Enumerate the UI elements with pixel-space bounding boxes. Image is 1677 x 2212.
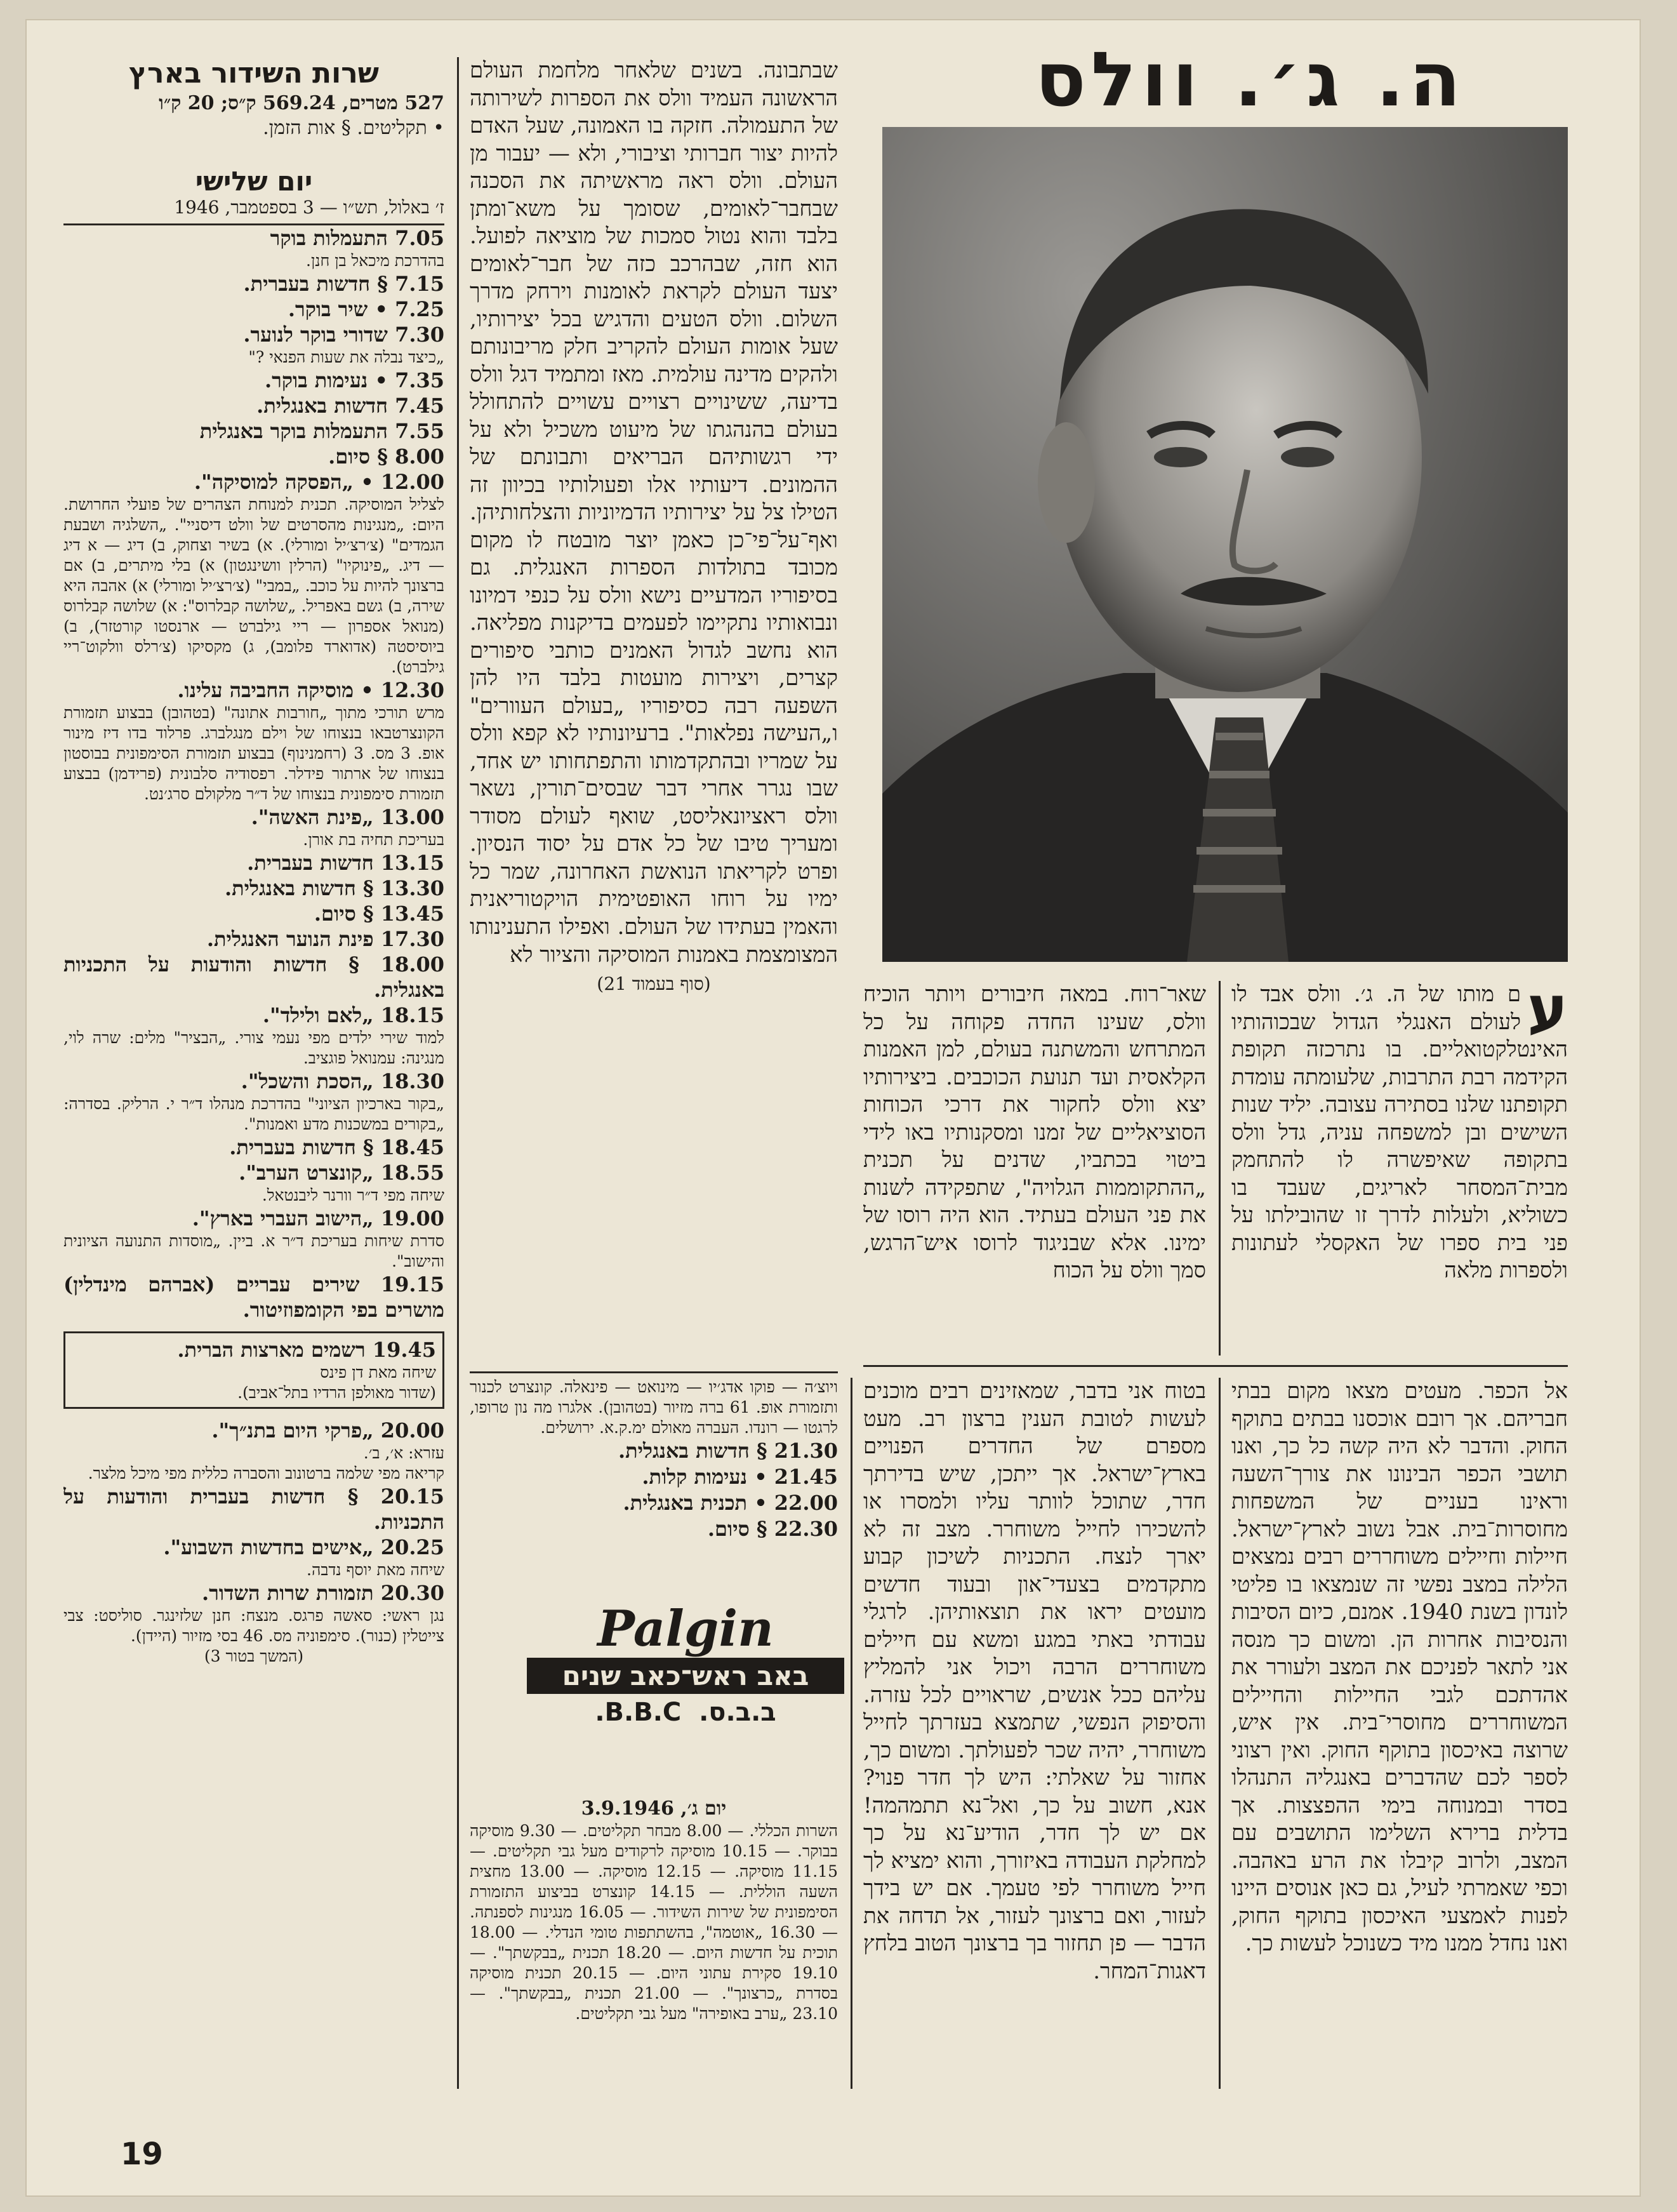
article-body-continued: שבתבונה. בשנים שלאחר מלחמת העולם הראשונה העמיד וולס את הספרות לשירותה של התעמולה. חזקה בו האמונה, שעל האדם להיות יצור חברותי וציבורי, ולא — יעבור מן העולם. וולס ראה מראשיתה את הסכנה שבחבר־לאומים, שסומך על משא־ומתן בלבד והוא נטול סמכות של מוציאה לפועל. הוא חזה, שבהרכב כזה של חבר־לאומים יצעד העולם לקראת לאומנות וירחק מדרך השלום. וולס הטעים והדגיש בכל יצירותיו, שעל אומות העולם להקריב חלק מריבונותם ולהקים מדינה עולמית. מאז ומתמיד דגל וולס בדיעה, ששינויים רצויים עשויים להתחולל בעולם בהנהגתו של מיעוט משכיל ולא על ידי רגשותיהם הבריאים ותבונתם של ההמונים. דיעותיו אלו ופעולותיו בכיוון זה הטילו צל על יצירותיו הדמיוניות והצלחותיהן. ואף־על־פי־כן כאמן יוצר מובטח לו מקום מכובד בתולדות הספרות האנגלית. גם בסיפוריו המדעיים נישא וולס על כנפי דמיונו ונבואותיו נתקיימו לפעמים בדיקנות מפליאה. הוא נחשב לגדול האמנים כותבי סיפורים קצרים, ויצירות מועטות בלבד היו להן השפעה רבה כסיפוריו „בעולם העוורים" ו„העישה נפלאות". ברעיונותיו לא קפא וולס על שמריו ובהתקדמותו והתפתחותו יש אחד, שבו נגרר אחרי דבר שבסים־תורין, נשאר וולס ראציונאליסט, שואף לעולם מסודר ומעריך טיבו של כל אדם על יסוד הנסיון. ופרט לקריאתו הנואשת האחרונה, שמר כל ימיו על רוחו האופטימית הויקטוריאנית והאמין בעתידו של העולם. ואפילו התענינותו המצומצמת באמנות המוסיקה והציור לא	[470, 58, 838, 968]
schedule-item: 18.45 § חדשות בעברית.	[229, 1135, 444, 1159]
column-rule	[851, 1378, 852, 2089]
schedule-item: 7.55 התעמלות בוקר באנגלית	[199, 418, 444, 443]
radio-schedule-column	[63, 57, 444, 2102]
article-title: ה. ג׳. וולס	[1035, 36, 1466, 123]
schedule-item: 8.00 § סיום.	[328, 444, 444, 469]
column-rule	[457, 57, 459, 2089]
schedule-item-desc: (שדור מאולפן הרדיו בתל־אביב).	[237, 1383, 436, 1402]
schedule-item-desc: בהדרכת מיכאל בן חנן.	[306, 251, 444, 270]
article-column-c	[1231, 981, 1568, 1362]
bbc-program-text: השרות הכללי. — 8.00 מבחר תקליטים. — 9.30 מוסיקה בבוקר. — 10.15 מוסיקה לרקודים מעל גבי תקליטים. — 11.15 מוסיקה. — 12.15 מוסיקה. — 13.00 מחצית השעה הוללית. — 14.15 קונצרט בביצוע התזמורת הסימפונית של שירות השידור. — 16.05 מנגינות לספנתה. — 16.30 „אוטמה", בהשתתפות טומי הנדלי. — 18.00 תוכית על חדשות היום. — 18.20 תכנית „בבקשתך". — 19.10 סקירת עתוני היום. — 20.15 תכנית מוסיקה בסדרת „כרצונך". — 21.00 תכנית „בבקשתך". — 23.10 „ערב באופירה" מעל גבי תקליטים.	[470, 1822, 838, 2023]
schedule-item: 18.00 § חדשות והודעות על התכניות באנגלית.	[63, 952, 444, 1002]
letter-column-right	[1231, 1378, 1568, 2089]
portrait-illustration	[882, 127, 1568, 962]
schedule-header: שרות השידור בארץ	[128, 57, 380, 90]
schedule-item: 12.30 • מוסיקה החביבה עלינו.	[177, 677, 444, 702]
schedule-continued-note: (המשך בטור 3)	[204, 1646, 304, 1665]
schedule-item: 7.15 § חדשות בעברית.	[243, 271, 444, 296]
schedule-item-desc: שיחה מאת דן פינס	[320, 1363, 436, 1382]
schedule-item: 17.30 פינת הנוער האנגלית.	[206, 926, 444, 951]
newspaper-page	[25, 19, 1641, 2197]
schedule-item-desc: „כיצד נבלה את שעות הפנאי ?"	[248, 347, 444, 366]
schedule-item: 7.25 • שיר בוקר.	[288, 296, 444, 321]
letter-body-right: אל הכפר. מעטים מצאו מקום בבתי חבריהם. אך רובם אוכסנו בבתים בתוקף החוק. והדבר לא היה קשה כל כך, ואנו תושבי הכפר הבינונו את צורך־השעה וראינו בעניים של המשפחות מחוסרות־בית. אבל נשוב לארץ־ישראל. חיילות וחיילים משוחררים רבים נמצאים הלילה במצב נפשי זה שנמצאו בו פליטי לונדון בשנת 1940. אמנם, כיום הסיבות והנסיבות אחרות הן. ומשום כך מנסה אני לתאר לפניכם את המצב ולעורר את אהדתכם לגבי החיילות והחיילים המשוחררים מחוסרי־בית. אין איש, שרוצה באיכסון בתוקף החוק. ואין רצוני לספר לכם שהדברים באנגליה התנהלו בסדר ובמנוחה בימי ההפצצות. אך בדלית ברירא השלימו התושבים עם המצב, ולרוב קיבלו את הרע באהבה. וכפי שאמרתי לעיל, גם כאן אנוסים היינו לפנות לאמצעי האיכסון בתוקף החוק, ואנו נחדל ממנו מיד כשנוכל לעשות כך.	[1231, 1378, 1568, 1957]
ad-slogan: באב ראש־כאב שנים	[527, 1658, 844, 1694]
letter-body-left: בטוח אני בדבר, שמאזינים רבים מוכנים לעשות לטובת הענין ברצון רב. מעט מספרם של החדרים הפנויים בארץ־ישראל. אך ייתכן, שיש בדירתך חדר, שתוכל לוותר עליו ולמסרו או להשכירו לחייל משוחרר. מצב זה לא יארך לנצח. התכניות לשיכון קבוע מתקדמים בצעדי־און ובעוד חדשים מועטים יראו את תוצאותיהן. לרגלי עבודתי באתי במגע ומשא עם חיילים משוחררים הרבה ויכול אני להמליץ עליהם ככל אנשים, שראויים לכל עזרה. והסיפוק הנפשי, שתמצא בעזרתך לחייל משוחרר, יהיה שכר לפעולתך. ומשום כך, אחזור על שאלתי: היש לך חדר פנוי? אנא, חשוב על כך, ואל־נא תתמהמה! אם יש לך חדר, הודיע־נא על כך למחלקת העבודה באיזורך, והוא ימציא לך חייל משוחרר לפי טעמך. אם יש בידך לעזור, ואם ברצונך לעזור, אל תדחה את הדבר — פן תחזור בך ברצונך הטוב בלחץ דאגות־המחר.	[863, 1378, 1206, 1984]
schedule-item: 22.00 • תכנית באנגלית.	[623, 1490, 838, 1515]
article-column-b	[863, 981, 1206, 1362]
palgin-advertisement	[527, 1600, 844, 1790]
schedule-item: 19.45 רשמים מארצות הברית.	[177, 1337, 436, 1362]
article-body-c: ם מותו של ה. ג׳. וולס אבד לו לעולם האנגלי הגדול שבכוהותיו האינטלקטואליים. בו נתרכזה תקופת הקידמה רבת התרבות, שלעומתה עומדת תקופתנו שלנו בסתירה עצובה. יליד שנות השישים ובן למשפחה עניה, גדל וולס בתקופה שאיפשרה לו להתחמק מבית־המסחר לאריגים, שעבד בו כשוליא, ולעלות לדרך זו שהובילתו על פני בית ספרו של האקסלי לעתונות ולספרות מלאה	[1231, 982, 1568, 1284]
article-column-main	[470, 57, 838, 1359]
schedule-item: 20.00 „פרקי היום בתנ״ך".	[211, 1418, 444, 1442]
schedule-date: ז׳ באלול, תש״ו — 3 בספטמבר, 1946	[63, 197, 444, 225]
letter-column-left	[863, 1378, 1206, 2089]
schedule-item-desc: שיחה מאת יוסף נדבה.	[307, 1560, 444, 1579]
schedule-item: 12.00 • „הפסקה למוסיקה".	[194, 469, 444, 494]
schedule-item: 7.05 התעמלות בוקר	[270, 225, 444, 250]
drop-cap: ע	[1527, 981, 1568, 1044]
schedule-item: 20.15 § חדשות בעברית והודעות על התכניות.	[63, 1484, 444, 1534]
bbc-heading	[527, 1698, 844, 1727]
schedule-frequency: 527 מטרים, 569.24 ק״ס; 20 ק״ו	[159, 91, 444, 114]
schedule-item: 19.00 „הישוב העברי בארץ".	[192, 1206, 444, 1230]
bbc-heading-en: B.B.C.	[595, 1698, 682, 1727]
article-continuation-note: (סוף בעמוד 21)	[597, 973, 711, 995]
schedule-item-desc: „בקור בארכיון הציוני" בהדרכת מנהלו ד״ר י. הרליק. בסדרה: „בקורים במשכנות מדע ואמנות".	[63, 1094, 444, 1133]
schedule-continuation	[470, 1371, 838, 1600]
schedule-item-desc: עזרא: א׳, ב׳.	[363, 1443, 444, 1462]
schedule-item-desc: בעריכת תחיה בת אורן.	[303, 830, 444, 849]
schedule-continuation-intro: ויוצ׳ה — פוקו אדג׳יו — מינואט — פינאלה. קונצרט לכנור ותזמורת אופ. 61 ברה מזיור (בטהובן). אלגרו מה נון טרופו, לרגטו — רונדו. העברה מאולם ימ.ק.א. ירושלים.	[470, 1371, 838, 1438]
schedule-item-desc: מרש תורכי מתוך „חורבות אתונה" (בטהובן) בבצוע תזמורת הקונצרטבאו בנצוחו של וילם מנגלברג. פרלוד בדו דיז מינור אופ. 3 מס. 3 (רחמנינוף) בבצוע תזמורת הסימפונית בבוסטון בנצוחו של ארתור פידלר. רפסודיה סלבונית (פרידמן) בבצוע תזמורת סימפונית בנצוחו של ד״ר מלקולם סרג׳נט.	[63, 703, 444, 803]
schedule-item: 21.30 § חדשות באנגלית.	[618, 1439, 838, 1463]
schedule-item: 18.15 „לאם ולילד".	[262, 1003, 444, 1027]
portrait-photo	[882, 127, 1568, 962]
schedule-day: יום שלישי	[195, 165, 313, 197]
schedule-item-desc: שיחה מפי ד״ר וורנר ליבנטאל.	[262, 1185, 444, 1204]
bbc-heading-he: ב.ב.ס.	[699, 1698, 776, 1727]
schedule-item: 20.30 תזמורת שרות השדור.	[201, 1580, 444, 1605]
column-rule	[1219, 1378, 1221, 2089]
schedule-item: 21.45 • נעימות קלות.	[642, 1464, 838, 1489]
bbc-date: יום ג׳, 3.9.1946	[581, 1797, 727, 1820]
schedule-item: 13.15 חדשות בעברית.	[247, 850, 444, 875]
schedule-boxed-item	[63, 1331, 444, 1409]
schedule-item: 13.00 „פינת האשה".	[251, 804, 444, 829]
schedule-legend: • תקליטים. § אות הזמן.	[263, 116, 444, 139]
bbc-schedule	[470, 1797, 838, 2089]
ad-brand: Palgin	[597, 1600, 774, 1658]
page-number: 19	[121, 2136, 163, 2172]
schedule-item-desc: נגן ראשי: סאשה פרגס. מנצח: חנן שלזינגר. סוליסט: צבי צייטלין (כנור). סימפוניה מס. 46 בסי מזיור (היידן).	[63, 1606, 444, 1645]
schedule-item: 7.30 שדורי בוקר לנוער.	[243, 322, 444, 347]
schedule-item: 22.30 § סיום.	[707, 1516, 838, 1541]
column-rule	[1219, 981, 1221, 1356]
schedule-item: 19.15 שירים עבריים (אברהם מינדלין) מושרים בפי הקומפוזיטור.	[63, 1272, 444, 1322]
schedule-item: 18.55 „קונצרט הערב".	[239, 1160, 444, 1185]
schedule-item: 7.35 • נעימות בוקר.	[265, 368, 444, 392]
section-divider	[863, 1365, 1568, 1367]
schedule-item-desc: למוד שירי ילדים מפי נעמי צורי. „הבציר" מלים: שרה לוי, מנגינה: עמנואל פוגציב.	[63, 1028, 444, 1067]
schedule-item: 13.30 § חדשות באנגלית.	[225, 876, 444, 900]
schedule-item: 18.30 „הסכת והשכל".	[241, 1069, 444, 1093]
schedule-item: 13.45 § סיום.	[314, 901, 444, 926]
schedule-item: 20.25 „אישים בחדשות השבוע".	[163, 1535, 444, 1559]
article-body-b: שאר־רוח. במאה חיבורים ויותר הוכיח וולס, שעינו החדה פקוחה על כל המתרחש והמשתנה בעולם, למן האמנות הקלאסית ועד תנועת הכוכבים. ביצירותיו יצא וולס לחקור את דרכי הכוחות הסוציאליים של זמנו ומסקנותיו באו לידי ביטוי בכתביו, שדנים על תכנית „ההתקוממות הגלויה", שתפקידה לשנות את פני העולם בעתיד. הוא היה רוסו של ימינו. אלא שבניגוד לרוסו איש־הרגש, סמך וולס על הכוח	[863, 982, 1206, 1284]
schedule-item-desc: קריאה מפי שלמה ברטונוב והסברה כללית מפי מיכל מלצר.	[88, 1463, 444, 1482]
schedule-item-desc: לצליל המוסיקה. תכנית למנוחת הצהרים של פועלי החרושת. היום: „מנגינות מהסרטים של וולט דיסניי". „השלגיה ושבעת הגמדים" (צ׳רצ׳יל ומורלי). א) בשיר וצחוק, ב) דיג — א דיג — דיג. „פינוקיו" (הרלין וושינגטון) א) בלי מיתרים, ב) אם ברצונך להיות על כוכב. „במבי" (צ׳רצ׳יל ומורלי) א) אהבה היא שירה, ב) גשם באפריל. „שלושה קבלרוס": א) שלושה קבלרוס (מנואל אספרון — ריי גילברט — ארנסטו קורטזר), ב) ביוסיסטה (אדוארד פלומב), ג) מקסיקו (צ׳רלס וולקוט־ריי גילברט).	[63, 495, 444, 676]
schedule-item: 7.45 חדשות באנגלית.	[256, 393, 444, 418]
schedule-item-desc: סדרת שיחות בעריכת ד״ר א. ביין. „מוסדות התנועה הציונית והישוב".	[63, 1231, 444, 1270]
